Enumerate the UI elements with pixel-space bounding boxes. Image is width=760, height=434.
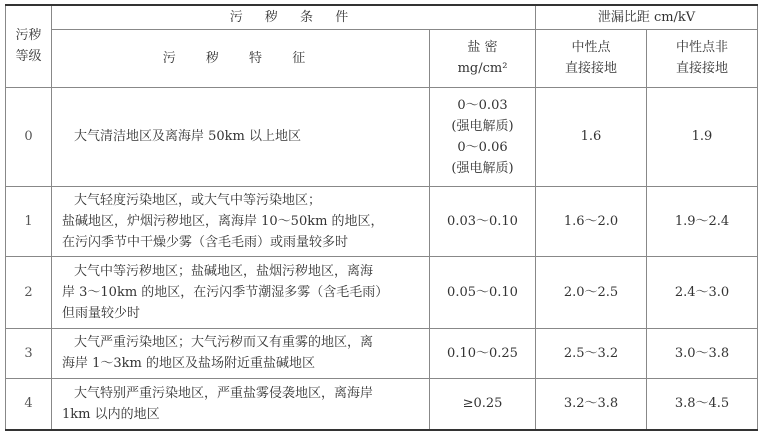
salt-unit: mg/cm² [457, 61, 508, 76]
creepage-header: 泄漏比距 cm/kV [536, 5, 758, 29]
grounded-cell: 2.0～2.5 [536, 256, 647, 328]
feature-line: 盐碱地区，炉烟污秽地区，离海岸 10～50km 的地区， [62, 213, 384, 229]
level-cell: 4 [6, 378, 52, 430]
ungrounded-header: 中性点非 直接接地 [647, 29, 758, 87]
table-row [6, 87, 758, 186]
feature-line: 大气严重污染地区；大气污秽而又有重雾的地区，离 [74, 335, 374, 350]
ungrounded-cell: 3.0～3.8 [647, 328, 758, 378]
header-row-2 [6, 29, 758, 87]
grounded-cell: 3.2～3.8 [536, 378, 647, 430]
ungrounded-cell: 1.9～2.4 [647, 186, 758, 256]
level-cell: 0 [6, 87, 52, 186]
feature-line: 大气清洁地区及离海岸 50km 以上地区 [74, 129, 302, 144]
feature-line: 岸 3～10km 的地区，在污闪季节潮湿多雾（含毛毛雨） [62, 284, 389, 300]
feature-line: 但雨量较少时 [62, 305, 141, 321]
grounded-cell: 2.5～3.2 [536, 328, 647, 378]
ungrounded-cell: 1.9 [647, 87, 758, 186]
feature-line: 大气中等污秽地区；盐碱地区，盐烟污秽地区，离海 [74, 263, 374, 279]
grounded-cell: 1.6～2.0 [536, 186, 647, 256]
salt-density-header [430, 29, 536, 87]
salt-cell: ≥0.25 [430, 378, 536, 430]
feature-cell [52, 186, 430, 256]
table-row [6, 186, 758, 256]
salt-cell: 0.10～0.25 [430, 328, 536, 378]
level-header: 污秽 等级 [6, 5, 52, 87]
level-cell: 3 [6, 328, 52, 378]
table-row [6, 378, 758, 430]
ungrounded-cell: 2.4～3.0 [647, 256, 758, 328]
feature-cell [52, 328, 430, 378]
header-row-1 [6, 5, 758, 29]
feature-line: 大气轻度污染地区，或大气中等污染地区； [74, 192, 322, 208]
pollution-level-table [5, 4, 758, 431]
salt-label: 盐 密 [467, 40, 498, 55]
table-row [6, 256, 758, 328]
grounded-header: 中性点 直接接地 [536, 29, 647, 87]
feature-cell [52, 87, 430, 186]
feature-line: 大气特别严重污染地区，严重盐雾侵袭地区，离海岸 [74, 385, 374, 401]
feature-cell [52, 256, 430, 328]
salt-cell: 0.05～0.10 [430, 256, 536, 328]
feature-line: 在污闪季节中干燥少雾（含毛毛雨）或雨量较多时 [62, 234, 349, 250]
feature-line: 海岸 1～3km 的地区及盐场附近重盐碱地区 [62, 356, 316, 371]
table-row [6, 328, 758, 378]
level-cell: 1 [6, 186, 52, 256]
feature-cell [52, 378, 430, 430]
grounded-cell: 1.6 [536, 87, 647, 186]
conditions-header: 污 秽 条 件 [52, 5, 536, 29]
salt-cell: 0～0.03 (强电解质) 0～0.06 (强电解质) [430, 87, 536, 186]
ungrounded-cell: 3.8～4.5 [647, 378, 758, 430]
salt-cell: 0.03～0.10 [430, 186, 536, 256]
level-cell: 2 [6, 256, 52, 328]
features-header: 污 秽 特 征 [52, 29, 430, 87]
feature-line: 1km 以内的地区 [62, 406, 160, 422]
